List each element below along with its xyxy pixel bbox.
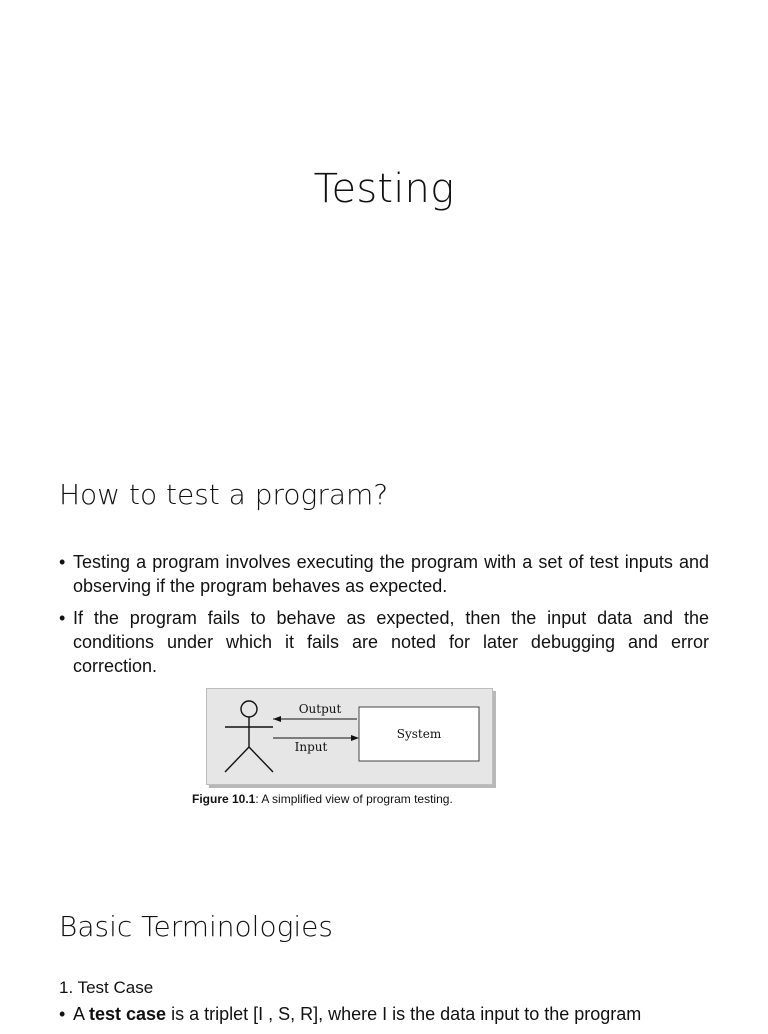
list-item	[59, 606, 709, 678]
user-stick-figure-icon	[225, 701, 273, 772]
slide-how-to-test	[0, 430, 768, 860]
bullet-icon: •	[59, 1004, 66, 1024]
bullet-prefix: A	[73, 1004, 90, 1024]
input-label: Input	[294, 740, 328, 754]
bullet-icon: •	[59, 552, 66, 572]
input-arrowhead	[351, 735, 359, 741]
output-arrowhead	[273, 716, 281, 722]
figure-caption	[192, 792, 453, 806]
output-label: Output	[298, 702, 342, 716]
caption-label: Figure 10.1	[192, 792, 256, 806]
program-testing-figure	[206, 688, 493, 785]
system-label: System	[396, 727, 442, 741]
list-item	[59, 1002, 709, 1026]
bullet-list	[59, 1002, 709, 1034]
slide-title	[0, 0, 768, 430]
subheading: 1. Test Case	[59, 978, 154, 997]
bullet-text: If the program fails to behave as expected, then the input data and the conditions under which it fails are noted for later debugging and error correction.	[73, 608, 709, 676]
bullet-term: test case	[89, 1004, 167, 1024]
bullet-text: is a triplet [I , S, R], where I is the data input to the program	[166, 1004, 642, 1024]
slide-heading: Basic Terminologies	[59, 910, 333, 943]
bullet-list	[59, 550, 709, 686]
program-testing-diagram	[207, 689, 492, 784]
bullet-icon: •	[59, 608, 66, 628]
caption-text: : A simplified view of program testing.	[255, 792, 453, 806]
slide-heading: How to test a program?	[59, 478, 389, 511]
slide-basic-terminologies	[0, 860, 768, 1024]
bullet-text: Testing a program involves executing the program with a set of test inputs and observing if the program behaves as expected.	[73, 552, 709, 596]
list-item	[59, 550, 709, 598]
page-title: Testing	[313, 166, 455, 212]
